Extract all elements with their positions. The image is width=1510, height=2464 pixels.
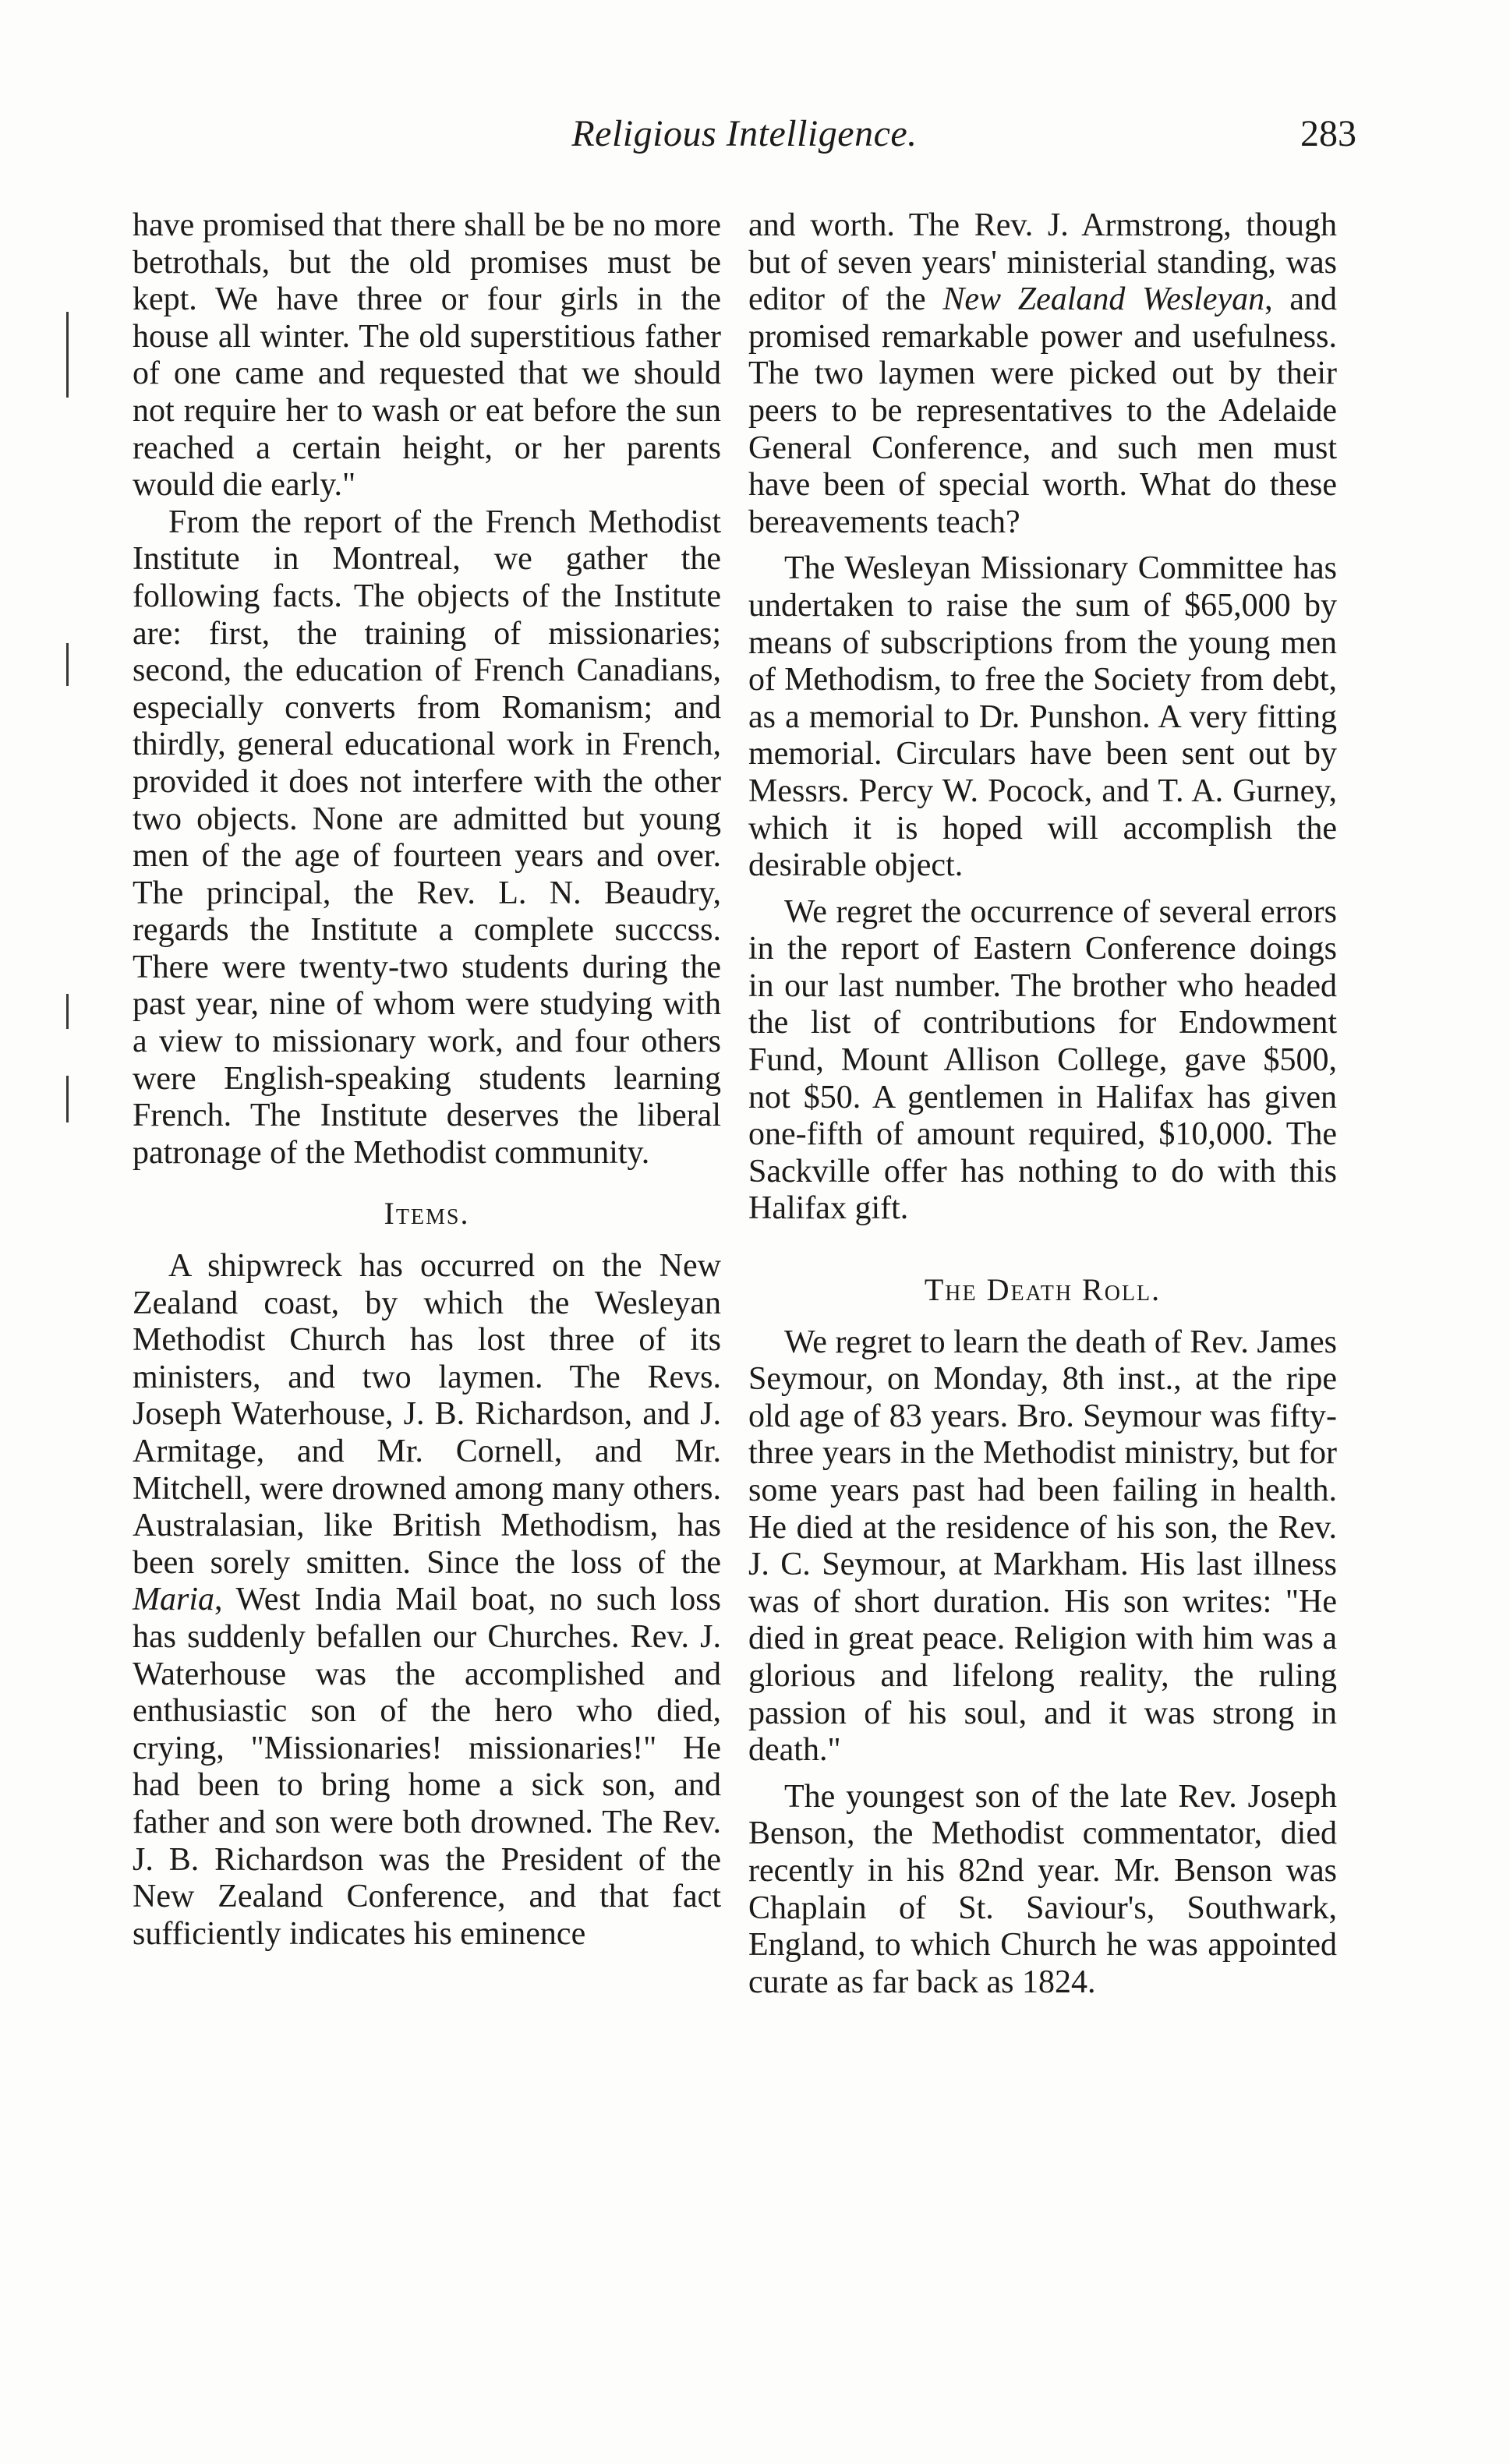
paragraph: have promised that there shall be be no more betrothals, but the old promises must be kept. We have three or four girls in the house all winter. The old superstitious father of one came and requested that we should not require her to wash or eat before the sun reached a certain height, or her parents would die early."	[133, 207, 721, 504]
paragraph: We regret to learn the death of Rev. James Seymour, on Monday, 8th inst., at the ripe old age of 83 years. Bro. Seymour was fifty-three years in the Methodist ministry, but for some years past had been failing in health. He died at the residence of his son, the Rev. J. C. Seymour, at Markham. His last illness was of short duration. His son writes: "He died in great peace. Religion with him was a glorious and lifelong reality, the ruling passion of his soul, and it was strong in death."	[748, 1324, 1337, 1769]
section-heading-items: Items.	[384, 1196, 470, 1232]
right-column	[748, 207, 1337, 2001]
page-number: 283	[1300, 113, 1356, 154]
margin-mark	[66, 1076, 69, 1122]
paragraph	[133, 1248, 721, 1953]
margin-mark	[66, 643, 69, 686]
running-head	[133, 112, 1356, 159]
text-run: , West India Mail boat, no such loss has suddenly befallen our Churches. Rev. J. Waterhouse was the accomplished and enthusiastic son of the hero who died, crying, "Missionaries! missionaries!" He had been to bring home a sick son, and father and son were both drowned. The Rev. J. B. Richardson was the President of the New Zealand Conference, and that fact sufficiently indicates his eminence	[133, 1582, 721, 1952]
paragraph: The Wesleyan Missionary Committee has undertaken to raise the sum of $65,000 by means of subscriptions from the young men of Methodism, to free the Society from debt, as a memorial to Dr. Punshon. A very fitting memorial. Circulars have been sent out by Messrs. Percy W. Pocock, and T. A. Gurney, which it is hoped will accomplish the desirable object.	[748, 550, 1337, 884]
text-run: and worth. The Rev. J. Armstrong, though but of seven years' ministerial standing, was editor of the	[748, 207, 1337, 318]
section-heading-death-roll: The Death Roll.	[924, 1272, 1162, 1308]
paragraph: The youngest son of the late Rev. Joseph Benson, the Methodist commentator, died recently in his 82nd year. Mr. Benson was Chaplain of St. Saviour's, Southwark, England, to which Church he was appointed curate as far back as 1824.	[748, 1778, 1337, 2000]
paragraph	[748, 207, 1337, 541]
margin-mark	[66, 312, 69, 398]
paragraph: From the report of the French Methodist Institute in Montreal, we gather the following facts. The objects of the Institute are: first, the training of missionaries; second, the education of French Canadians, especially converts from Romanism; and thirdly, general educational work in French, provided it does not interfere with the other two objects. None are admitted but young men of the age of fourteen years and over. The principal, the Rev. L. N. Beaudry, regards the Institute a complete succcss. There were twenty-two students during the past year, nine of whom were studying with a view to missionary work, and four others were English-speaking students learning French. The Institute deserves the liberal patronage of the Methodist community.	[133, 504, 721, 1171]
margin-mark	[66, 994, 69, 1029]
italic-ship-name: Maria	[133, 1582, 214, 1618]
running-title: Religious Intelligence.	[571, 113, 918, 154]
left-column	[133, 207, 721, 1953]
margin-marks	[66, 265, 90, 1512]
paragraph: We regret the occurrence of several errors in the report of Eastern Conference doings in our last number. The brother who headed the list of contributions for Endowment Fund, Mount Allison College, gave $500, not $50. A gentlemen in Halifax has given one-fifth of amount required, $10,000. The Sackville offer has nothing to do with this Halifax gift.	[748, 893, 1337, 1227]
italic-periodical-title: New Zealand Wesleyan	[942, 281, 1265, 318]
text-run: A shipwreck has occurred on the New Zealand coast, by which the Wesleyan Methodist Church has lost three of its ministers, and two laymen. The Revs. Joseph Waterhouse, J. B. Richardson, and J. Armitage, and Mr. Cornell, and Mr. Mitchell, were drowned among many others. Australasian, like British Methodism, has been sorely smitten. Since the loss of the	[133, 1248, 721, 1581]
text-run: , and promised remarkable power and usefulness. The two laymen were picked out by their peers to be representatives to the Adelaide General Conference, and such men must have been of special worth. What do these bereavements teach?	[748, 281, 1337, 540]
